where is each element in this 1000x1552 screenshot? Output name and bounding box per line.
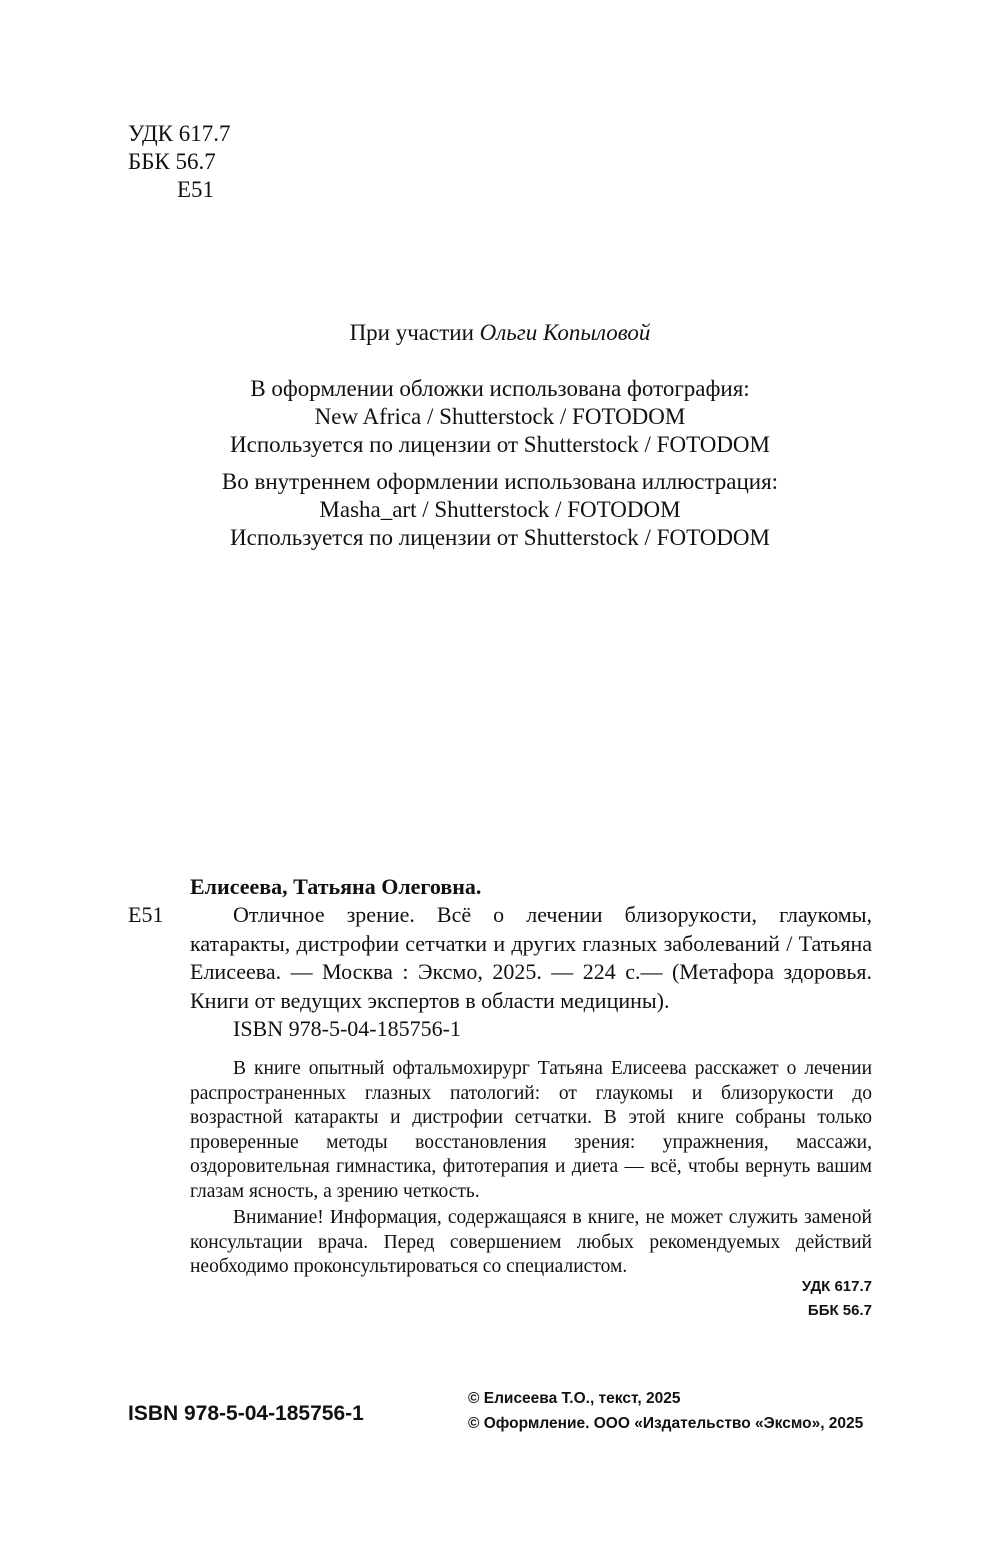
copyright-text: © Елисеева Т.О., текст, 2025 <box>468 1390 681 1407</box>
author-sign: Е51 <box>177 177 215 202</box>
illustration-line: Masha_art / Shutterstock / FOTODOM <box>319 497 681 522</box>
cover-photo-credit <box>150 375 850 459</box>
illustration-line: Используется по лицензии от Shutterstock / FOTODOM <box>230 525 770 550</box>
record-author-sign: Е51 <box>128 902 164 927</box>
bbk-code: ББК 56.7 <box>128 149 216 174</box>
cover-photo-line: В оформлении обложки использована фотография: <box>250 376 750 401</box>
warning-paragraph: Внимание! Информация, содержащаяся в книге, не может служить заменой консультации врача. Перед совершением любых рекомендуемых действий необходимо проконсультироваться со специалистом. <box>190 1207 872 1277</box>
udk-code: УДК 617.7 <box>128 121 231 146</box>
classification-block <box>128 120 231 204</box>
udk-code-small: УДК 617.7 <box>801 1278 872 1295</box>
copyright-design: © Оформление. ООО «Издательство «Эксмо», 2025 <box>468 1415 864 1432</box>
bibliographic-description: Отличное зрение. Всё о лечении близорукости, глаукомы, катаракты, дистрофии сетчатки и других глазных заболеваний / Татьяна Елисеева. — Москва : Эксмо, 2025. — 224 с.— (Метафора здоровья. Книги от ведущих экспертов в области медицины). <box>190 902 872 1013</box>
record-isbn: ISBN 978-5-04-185756-1 <box>233 1016 461 1041</box>
annotation-paragraph: В книге опытный офтальмохирург Татьяна Елисеева расскажет о лечении распространенных глазных патологий: от глаукомы и близорукости до возрастной катаракты и дистрофии сетчатки. В этой книге собраны только проверенные методы восстановления зрения: упражнения, массажи, оздоровительная гимнастика, фитотерапия и диета — всё, чтобы вернуть вашим глазам ясность, а зрению четкость. <box>190 1058 872 1202</box>
bbk-code-small: ББК 56.7 <box>807 1302 872 1319</box>
participation-prefix: При участии <box>349 320 474 345</box>
inner-illustration-credit <box>150 468 850 552</box>
participation-name: Ольги Копыловой <box>479 320 651 345</box>
footer-isbn: ISBN 978-5-04-185756-1 <box>128 1402 364 1425</box>
cover-photo-line: New Africa / Shutterstock / FOTODOM <box>314 404 686 429</box>
illustration-line: Во внутреннем оформлении использована иллюстрация: <box>221 469 779 494</box>
cover-photo-line: Используется по лицензии от Shutterstock / FOTODOM <box>230 432 770 457</box>
annotation-classification <box>802 1275 872 1323</box>
copyright-block <box>468 1386 863 1436</box>
record-author-heading: Елисеева, Татьяна Олеговна. <box>190 874 482 899</box>
participation-credit <box>150 319 850 347</box>
